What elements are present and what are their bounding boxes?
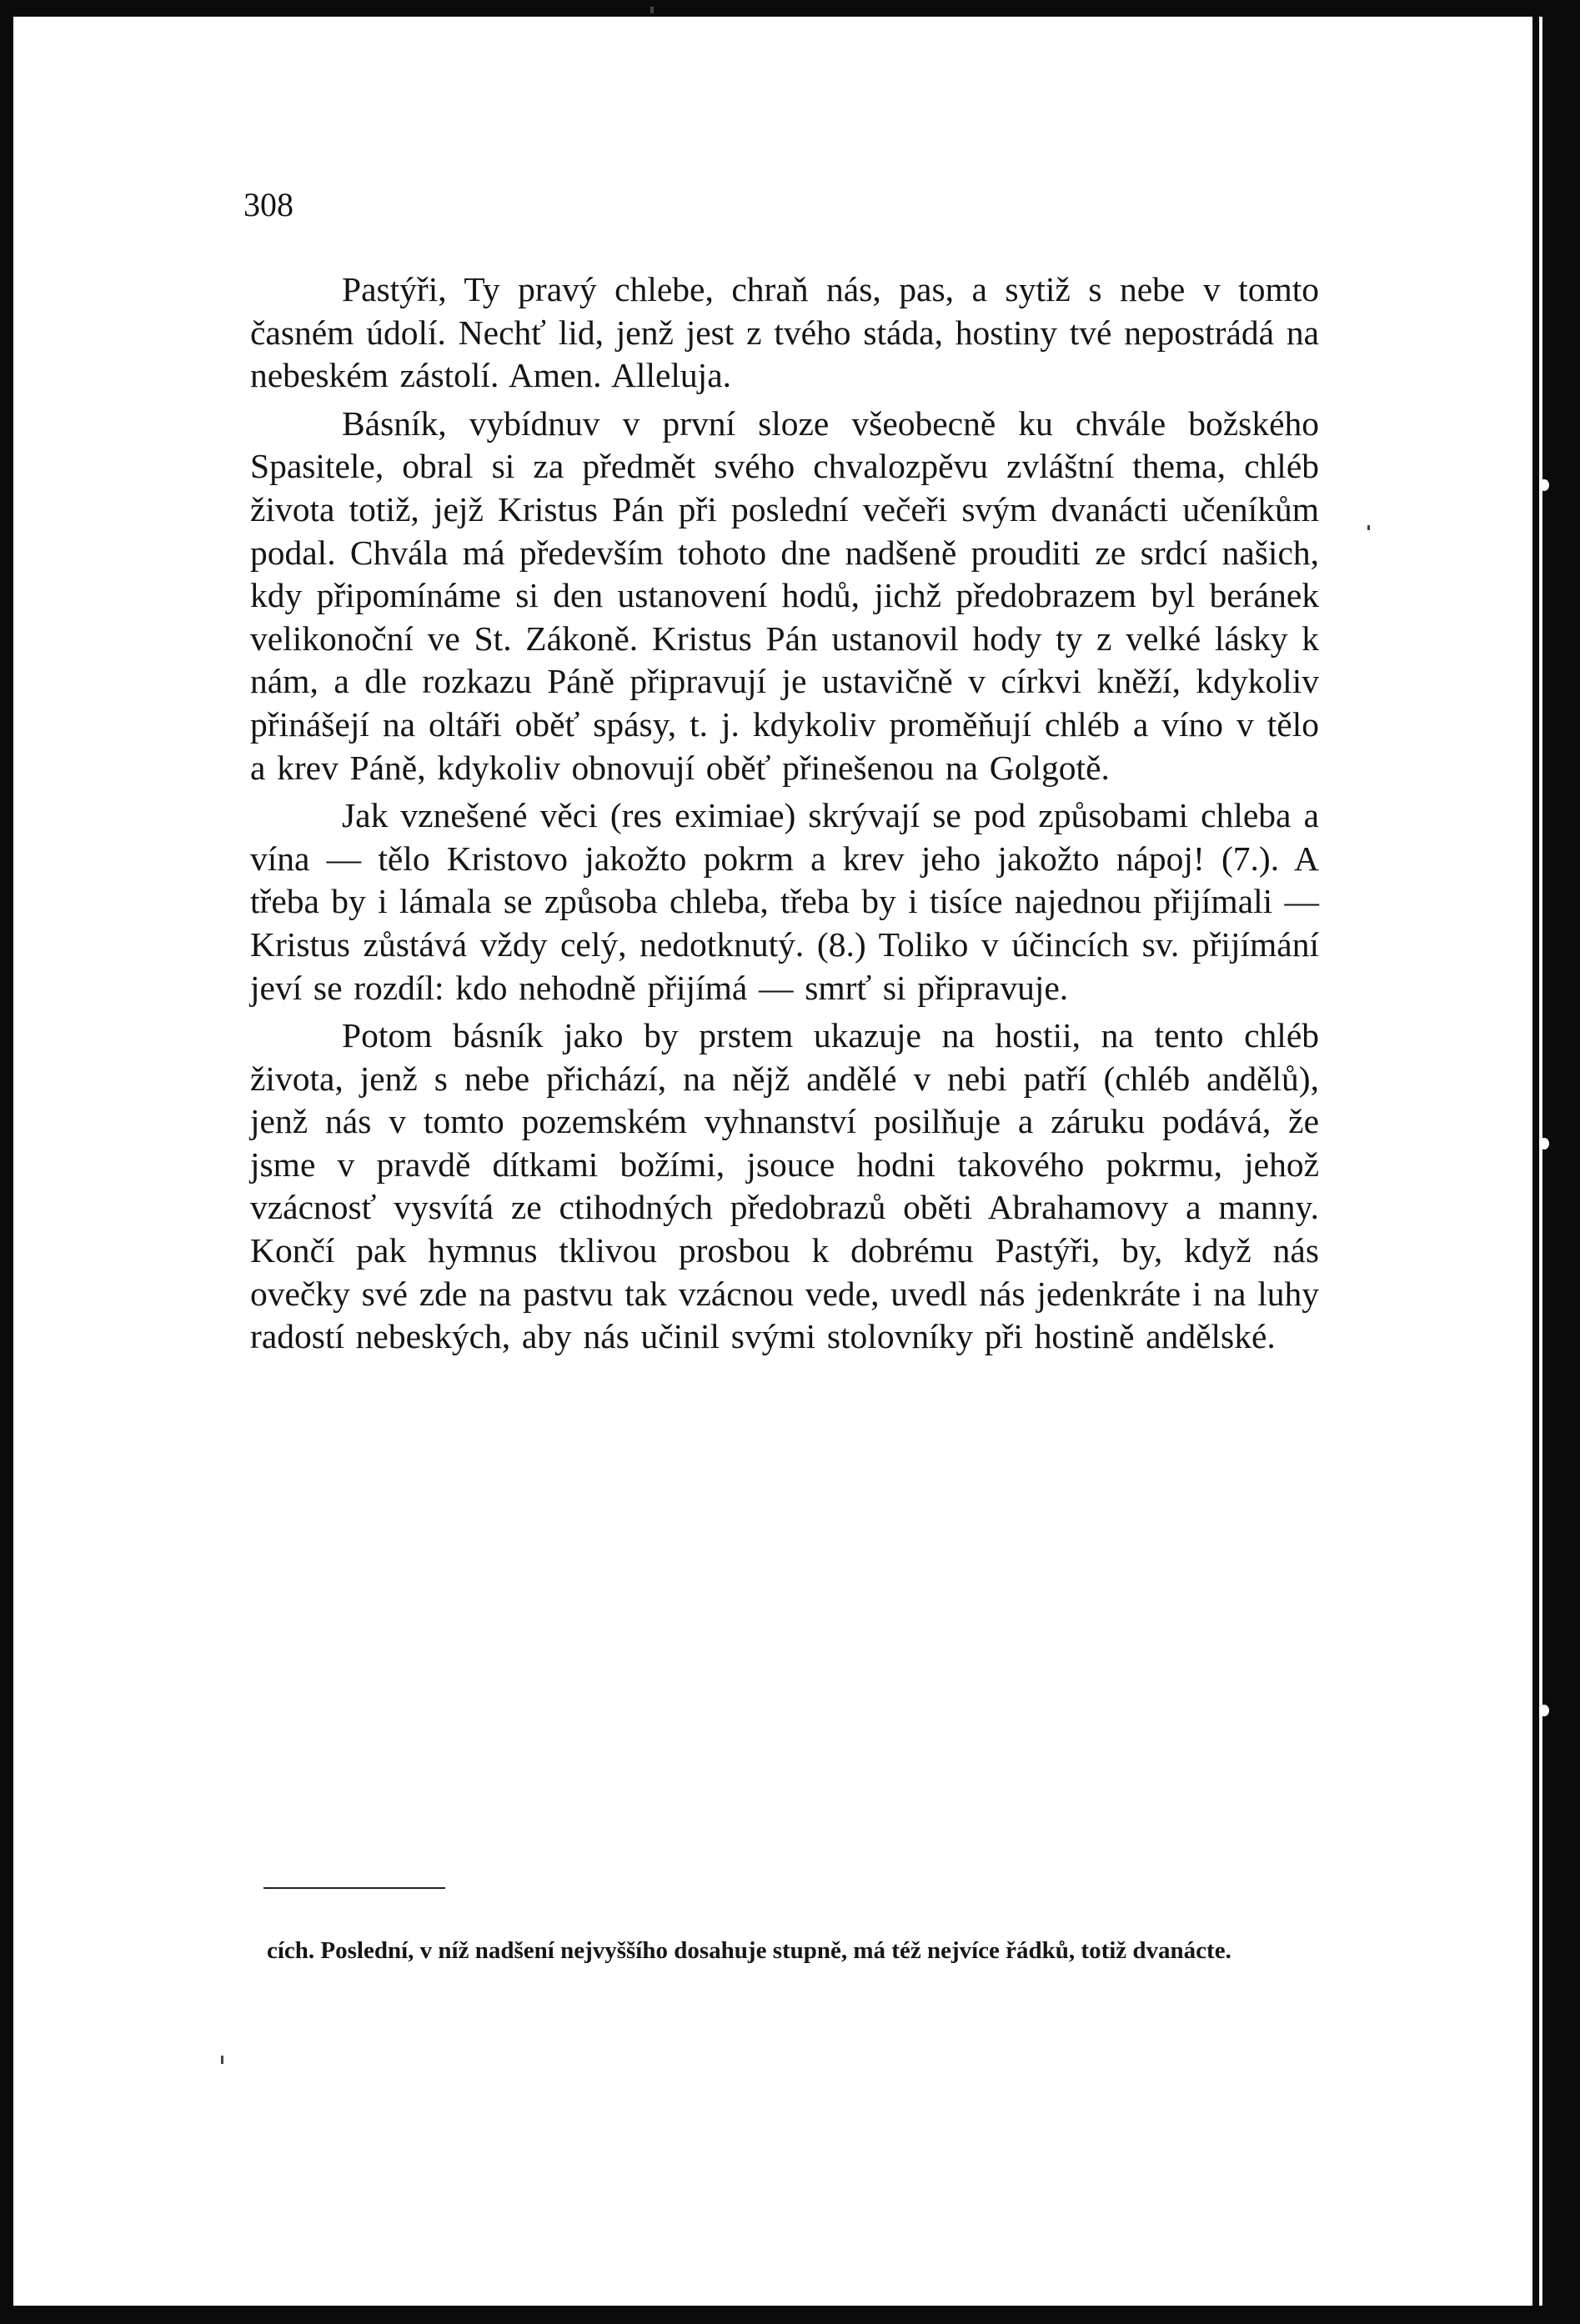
scan-border-top	[0, 0, 1580, 17]
page-number: 308	[243, 186, 293, 223]
scan-border-left	[0, 0, 13, 2324]
binding-mark	[1539, 1705, 1549, 1716]
scan-border-bottom	[0, 2306, 1580, 2324]
scan-speck	[221, 2056, 223, 2064]
binding-mark	[1539, 1138, 1549, 1149]
paragraph-4: Potom básník jako by prstem ukazuje na hostii, na tento chléb života, jenž s nebe přichází, na nějž andělé v nebi patří (chléb andělů), jenž nás v tomto pozemském vyhnanství posilňuje a záruku podává, že jsme v pravdě dítkami božími, jsouce hodni takového pokrmu, jehož vzácnosť vysvítá ze ctihodných předobrazů oběti Abrahamovy a manny. Končí pak hymnus tklivou prosbou k dobrému Pastýři, by, když nás ovečky své zde na pastvu tak vzácnou vede, uvedl nás jedenkráte i na luhy radostí nebeských, aby nás učinil svými stolovníky při hostině andělské.	[250, 1016, 1319, 1356]
paragraph-1: Pastýři, Ty pravý chlebe, chraň nás, pas, a sytiž s nebe v tomto časném údolí. Nechť lid, jenž jest z tvého stáda, hostiny tvé nepostrádá na nebeském zástolí. Amen. Alleluja.	[250, 270, 1319, 395]
page-edge-line	[1539, 17, 1542, 2306]
scan-speck	[1367, 525, 1370, 530]
paragraph-2: Básník, vybídnuv v první sloze všeobecně ku chvále božského Spasitele, obral si za předmět svého chvalozpěvu zvláštní thema, chléb života totiž, jejž Kristus Pán při poslední večeři svým dvanácti učeníkům podal. Chvála má především tohoto dne nadšeně prouditi ze srdcí našich, kdy připomínáme si den ustanovení hodů, jichž předobrazem byl beránek velikonoční ve St. Zákoně. Kristus Pán ustanovil hody ty z velké lásky k nám, a dle rozkazu Páně připravují je ustavičně v církvi kněží, kdykoliv přinášejí na oltáři oběť spásy, t. j. kdykoliv proměňují chléb a víno v tělo a krev Páně, kdykoliv obnovují oběť přinešenou na Golgotě.	[250, 403, 1319, 787]
footnote-rule	[263, 1887, 445, 1889]
footnote: cích. Poslední, v níž nadšení nejvyššího dosahuje stupně, má též nejvíce řádků, totiž dvanácte.	[267, 1937, 1231, 1964]
scan-speck	[650, 7, 654, 13]
binding-mark	[1539, 479, 1549, 491]
page-body	[250, 268, 1319, 1359]
paragraph-3: Jak vznešené věci (res eximiae) skrývají se pod způsobami chleba a vína — tělo Kristovo jakožto pokrm a krev jeho jakožto nápoj! (7.). A třeba by i lámala se způsoba chleba, třeba by i tisíce najednou přijímali — Kristus zůstává vždy celý, nedotknutý. (8.) Toliko v účincích sv. přijímání jeví se rozdíl: kdo nehodně přijímá — smrť si připravuje.	[250, 796, 1319, 1007]
